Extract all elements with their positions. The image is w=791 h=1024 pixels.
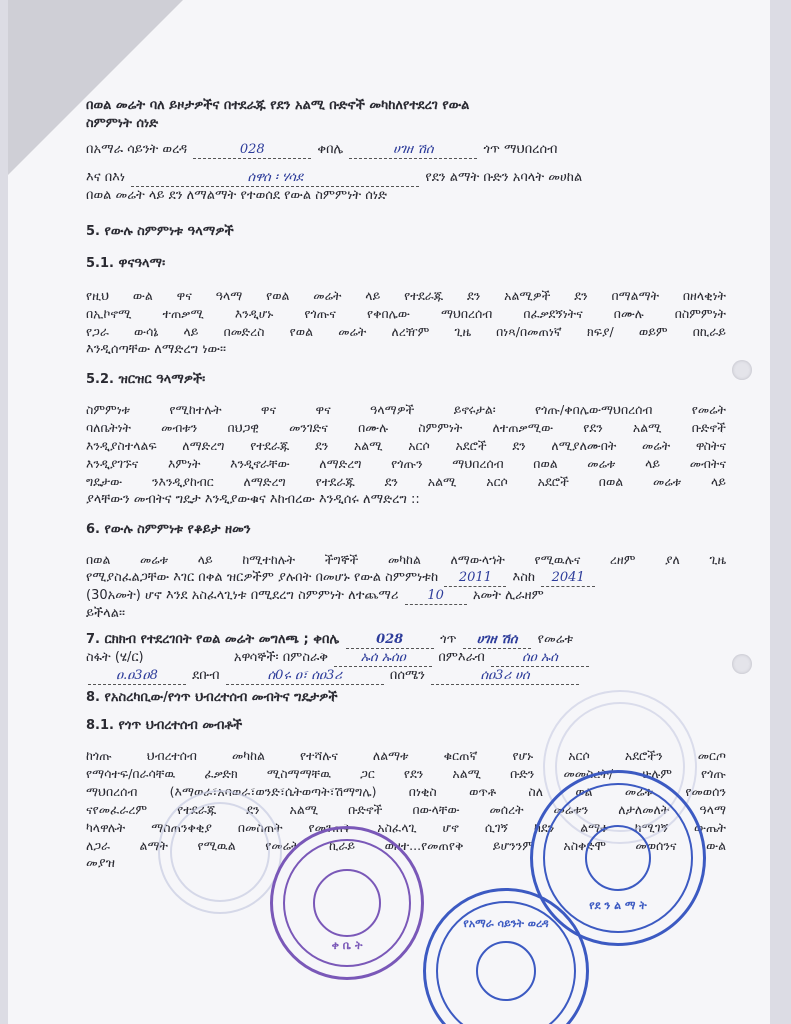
kebele-handwritten: 028 (193, 142, 311, 159)
intro-line3: በወል መሬት ላይ ደን ለማልማት የተወሰደ የውል ስምምነት ሰነድ (86, 188, 388, 203)
section-8-1-line: ናየመፈራረም የተደራጁ ደን አልሚ ቡድኖች በውላቸው መሰረት መሬቱን ለታለመለት ዓላማ (86, 802, 726, 817)
intro-line2: እና በእነ ሰዋሰ ፡ ሃሳደ የደን ልማት ቡድን አባላት መሀከል (86, 170, 583, 185)
purple-seal-text: ቀ ቤ ት (331, 939, 363, 952)
blue-seal-text: የደ ን ል ማ ት (589, 899, 647, 912)
section-8-1-heading: 8.1. የጎጥ ህብረተሰብ መብቶች (86, 718, 243, 733)
section-5-2-line: ስምምነቱ የሚከተሉት ዋና ዋና ዓላማዎች ይኖሩታል፡ የጎጡ/ቀበሌውማህበረሰብ የመሬት (86, 402, 726, 417)
got-handwritten: ሀገዘ ሽሰ (349, 142, 477, 159)
document-title-line2: ስምምነት ሰነድ (86, 116, 159, 131)
section-5-1-line: የዚህ ውል ዋና ዓላማ የወል መሬት ላይ የተደራጁ ደን አልሚዎች ደን በማልማት በዘላቂነት (86, 288, 726, 303)
section-5-2-line: ያላቸውን መብትና ግዴታ እንዲያውቁና እከብረው እንዲሰሩ ለማድረግ :: (86, 492, 420, 507)
section-5-2-line: እንዲያስተላልፍ ለማድረግ የተደራጁ ደን አልሚ አርሶ አደሮች ደን ለሚያለሙበት መሬት ዋስትና (86, 438, 726, 453)
section-6-line: የሚያስፈልጋቸው እገር በቀል ዝርዎችም ያሉበት በመሆኑ የውል ስምምነቱከ 2011 እስከ 2041 (86, 570, 597, 587)
section-7-heading: 7. ርክክብ የተደረገበት የወል መሬት መግለጫ ; ቀበሌ 028 ጎጥ ሀገዘ ሽሰ የመሬቱ (86, 632, 574, 647)
faded-seal-icon (158, 790, 282, 914)
area-handwritten: ዐ.ዐ3ዐ8 (88, 668, 186, 685)
section-5-2-line: ግዴታው ንእንዲያከብር ለማድረግ የተደራጁ ደን አልሚ አርሶ አደሮች በወል መሬቱ ላይ (86, 474, 726, 489)
section-8-1-line: ለጋራ ልማት የሚዉል የመሬት ኪራይ ወዘተ...የመጠየቅ ይሆንንም አስቀድሞ መወሰንና ውል (86, 838, 726, 853)
punch-hole-icon (732, 654, 752, 674)
section-6-line: በወል መሬቱ ላይ ከሚተከሉት ችግኞች መካከል ለማውላኀት የሚዉሉና ረዘም ያለ ጊዜ (86, 552, 726, 567)
document-page (8, 0, 770, 1024)
west-boundary-handwritten: ሰዐ ኡሰ (491, 650, 589, 667)
section-5-1-line: በኢኮኖሚ ተጠቃሚ እንዲሆኑ የጎጡና የቀበሌው ማህበረሰብ በፈቃደኝነትና በሙሉ በስምምነት (86, 306, 726, 321)
north-boundary-handwritten: ሰዐ3ሪ ሀሰ (431, 668, 579, 685)
start-year-handwritten: 2011 (444, 570, 506, 587)
section-5-2-line: ባለቤትነት መብቱን በህጋዊ መንገድና በሙሉ ስምምነት ለተጠቃሚው የደን አልሚ ቡድኖች (86, 420, 726, 435)
section-8-1-line: ካላዋሉት ማስጠንቀቂያ በመስጠት የመንጠቅ አስፈላጊ ሆኖ ሲገኝ ከደን ልማቱ ከሚገኝ ውጤት (86, 820, 726, 835)
section-8-1-line: ማህበረሰብ (እማወራ፣አባወራ፣ወንድ፣ሴትወጣት፣ሽማግሌ) በነቂስ ወጥቶ ስለ ወል መሬቱ የመወሰን (86, 784, 726, 799)
land-kebele-handwritten: 028 (346, 632, 434, 649)
purple-seal-icon (270, 826, 424, 980)
east-boundary-handwritten: ኡሰ ኡሰዐ (334, 650, 432, 667)
section-8-1-line: መያዝ (86, 856, 115, 871)
document-title-line1: በወል መሬት ባለ ይዞታዎችና በተደራጁ የደን አልሚ ቡድኖች መካከለየተደረገ የውል (86, 98, 470, 113)
section-5-1-line: እንዲሰጣቸው ለማድረግ ነው፡፡ (86, 342, 227, 357)
section-5-2-line: እንዲያገኙና እምነት እንዲኖራቸው ለማድረግ የጎጡን ማህበረሰብ በወል መሬቱ ላይ መብትና (86, 456, 726, 471)
section-8-1-line: የማሳተፍ/በራሳቸዉ ፈቃድክ ሚስማማቸዉ ጋር የደን አልሚ ቡድን መመስረት/ ሁሉም የጎጡ (86, 766, 726, 781)
section-8-heading: 8. የአስረካቢው/የጎጥ ህብረተሰብ መብትና ግዴታዎች (86, 690, 338, 705)
section-7-line: ስፋት (ሄ/ር) አዋሳኞች፡ በምስራቅ ኡሰ ኡሰዐ በምእራብ ሰዐ ኡሰ (86, 650, 591, 667)
section-5-1-heading: 5.1. ዋናዓላማ፡ (86, 256, 166, 271)
section-6-heading: 6. የውሉ ስምምነቱ የቆይታ ዘመን (86, 522, 251, 537)
section-6-line: (30አመት) ሆኖ እንደ አስፈላጊነቱ በሚደረግ ስምምነት ለተጨማሪ 10 አመት ሊራዘም (86, 588, 544, 603)
land-got-handwritten: ሀገዘ ሽሰ (463, 632, 531, 649)
extension-years-handwritten: 10 (405, 588, 467, 605)
intro-line1: በአማራ ሳይንት ወረዳ 028 ቀበሌ ሀገዘ ሽሰ ጎጥ ማህበረሰብ (86, 142, 558, 157)
section-6-line: ይችላል፡፡ (86, 606, 126, 621)
section-5-heading: 5. የውሉ ስምምነቱ ዓላማዎች (86, 224, 234, 239)
section-8-1-line: ከጎጡ ህብረተሰብ መካከል የተሻሉና ለልማቱ ቁርጠኛ የሆኑ አርሶ አደሮችን መርጦ (86, 748, 726, 763)
end-year-handwritten: 2041 (541, 570, 595, 587)
section-5-1-line: የጋራ ውሳኔ ላይ በመድረስ የወል መሬት ለረዥም ጊዜ በነጻ/በመጠነኛ ክፍያ/ ወይም በኪራይ (86, 324, 726, 339)
south-boundary-handwritten: ሰ0ሩ ዐ፣ ሰዐ3ሪ (226, 668, 384, 685)
punch-hole-icon (732, 360, 752, 380)
blue-bottom-seal-text: የአማራ ሳይንት ወረዳ (463, 917, 549, 930)
section-7-line: ዐ.ዐ3ዐ8 ደቡብ ሰ0ሩ ዐ፣ ሰዐ3ሪ በሰሜን ሰዐ3ሪ ሀሰ (86, 668, 581, 685)
group-leader-handwritten: ሰዋሰ ፡ ሃሳደ (131, 170, 419, 187)
section-5-2-heading: 5.2. ዝርዝር ዓላማዎች፡ (86, 372, 206, 387)
